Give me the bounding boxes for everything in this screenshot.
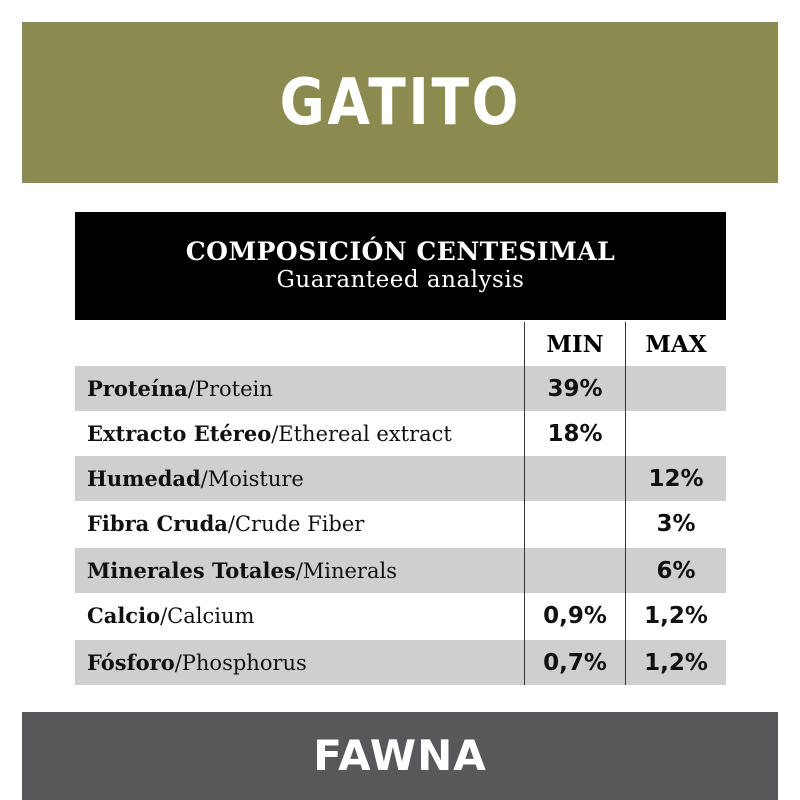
product-title: GATITO [279,65,521,140]
row-label-separator: / [295,558,303,583]
table-row-moisture [75,456,726,501]
row-label-spanish: Minerales Totales [87,558,296,583]
table-row-calcium [75,593,726,638]
row-label-spanish: Proteína [87,376,188,401]
row-label-separator: / [200,466,208,491]
footer-banner [22,712,778,800]
min-value [525,548,625,593]
table-row-minerals [75,548,726,593]
table-row-crude-fiber [75,501,726,546]
row-label-spanish: Calcio [87,603,161,628]
row-label-separator: / [187,376,195,401]
table-row-ethereal-extract [75,411,726,456]
row-label-english: Minerals [302,558,397,583]
min-value [525,456,625,501]
brand-logo: FAWNA [313,731,487,780]
table-heading-spanish: COMPOSICIÓN CENTESIMAL [185,237,616,267]
column-header-max: MAX [645,330,707,358]
max-value: 1,2% [644,649,708,676]
row-label [87,593,254,638]
row-label-separator: / [271,421,279,446]
column-divider-min [524,322,525,685]
max-value: 12% [648,465,704,492]
row-label-spanish: Humedad [87,466,201,491]
max-value [626,411,726,456]
table-row-phosphorus [75,640,726,685]
row-label [87,501,364,546]
min-value: 18% [547,420,603,447]
column-divider-max [625,322,626,685]
min-value: 0,7% [543,649,607,676]
max-value: 1,2% [644,602,708,629]
row-label-spanish: Fibra Cruda [87,511,228,536]
column-header-min: MIN [546,330,604,358]
table-heading [75,212,726,320]
row-label-separator: / [160,603,168,628]
max-value [626,366,726,411]
row-label-english: Calcium [167,603,255,628]
min-value [525,501,625,546]
row-label-separator: / [227,511,235,536]
row-label [87,548,397,593]
row-label [87,456,304,501]
row-label-english: Protein [194,376,273,401]
row-label-english: Crude Fiber [234,511,365,536]
max-value: 3% [656,510,696,537]
row-label-english: Ethereal extract [278,421,452,446]
row-label [87,411,452,456]
min-value: 0,9% [543,602,607,629]
row-label-english: Moisture [207,466,304,491]
table-row-protein [75,366,726,411]
row-label [87,366,273,411]
table-heading-english: Guaranteed analysis [276,267,525,294]
row-label-english: Phosphorus [181,650,307,675]
max-value: 6% [656,557,696,584]
min-value: 39% [547,375,603,402]
row-label-separator: / [174,650,182,675]
row-label-spanish: Extracto Etéreo [87,421,272,446]
title-banner [22,22,778,183]
row-label [87,640,307,685]
row-label-spanish: Fósforo [87,650,175,675]
